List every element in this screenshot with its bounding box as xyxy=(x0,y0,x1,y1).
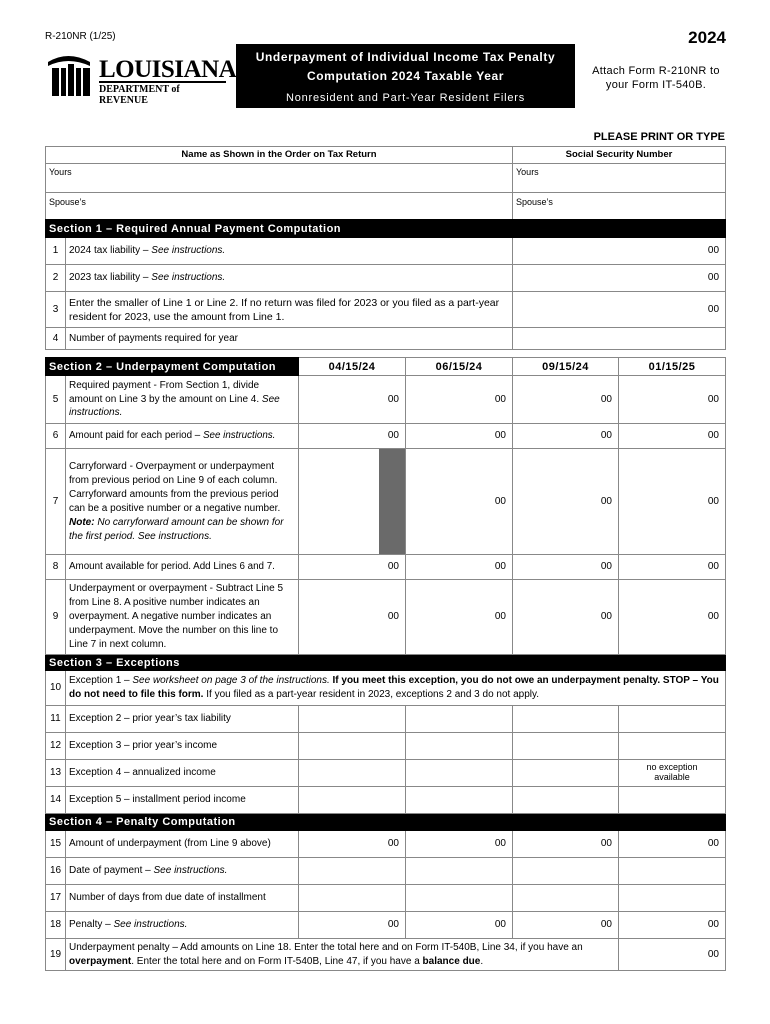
line-7-row xyxy=(46,449,726,555)
computation-table xyxy=(45,357,726,971)
section1-table xyxy=(45,219,726,350)
line-6-col1[interactable]: 00 xyxy=(299,424,406,449)
line-9-row xyxy=(46,580,726,655)
line-8-col4[interactable]: 00 xyxy=(619,555,726,580)
line-17-col3[interactable] xyxy=(513,885,619,912)
line-5-label: Required payment - From Section 1, divide amount on Line 3 by the amount on Line 4. See instructions. xyxy=(66,376,299,424)
line-1-label: 2024 tax liability – See instructions. xyxy=(66,238,513,265)
line-number: 15 xyxy=(46,831,66,858)
section1-header xyxy=(46,220,726,238)
line-19-label: Underpayment penalty – Add amounts on Line 18. Enter the total here and on Form IT-540B, Line 34, if you have an overpayment. Enter the total here and on Form IT-540B, Line 47, if you have a balance due. xyxy=(66,939,619,971)
line-number: 13 xyxy=(46,760,66,787)
line-7-label: Carryforward - Overpayment or underpayment from previous period on Line 9 of each column. Carryforward amounts from the previous period can be a positive number or a negative number. Note: No carryforward amount can be shown for the first period. See instructions. xyxy=(66,449,299,555)
section2-header xyxy=(46,358,726,376)
line-17-col1[interactable] xyxy=(299,885,406,912)
line-5-col1[interactable]: 00 xyxy=(299,376,406,424)
line-6-label: Amount paid for each period – See instructions. xyxy=(66,424,299,449)
line-11-label: Exception 2 – prior year’s tax liability xyxy=(66,706,299,733)
line-6-col4[interactable]: 00 xyxy=(619,424,726,449)
taxpayer-ssn-field[interactable] xyxy=(513,164,726,193)
line-number: 14 xyxy=(46,787,66,814)
line-number: 9 xyxy=(46,580,66,655)
line-15-col2[interactable]: 00 xyxy=(406,831,513,858)
section4-title: Section 4 – Penalty Computation xyxy=(46,814,726,831)
line-17-col2[interactable] xyxy=(406,885,513,912)
line-number: 1 xyxy=(46,238,66,265)
line-14-col3[interactable] xyxy=(513,787,619,814)
name-column-header: Name as Shown in the Order on Tax Return xyxy=(46,147,513,164)
line-17-col4[interactable] xyxy=(619,885,726,912)
line-4-label: Number of payments required for year xyxy=(66,328,513,350)
line-4-amount[interactable] xyxy=(513,328,726,350)
line-number: 12 xyxy=(46,733,66,760)
line-number: 7 xyxy=(46,449,66,555)
form-title-box xyxy=(236,44,575,108)
line-8-col3[interactable]: 00 xyxy=(513,555,619,580)
line-16-col1[interactable] xyxy=(299,858,406,885)
line-9-label: Underpayment or overpayment - Subtract Line 5 from Line 8. A positive number indicates an overpayment. A negative number indicates an underpayment. Move the number on this line to Line 7 in next column. xyxy=(66,580,299,655)
line-3-label: Enter the smaller of Line 1 or Line 2. If no return was filed for 2023 or you filed as a part-year resident for 2023, use the amount from Line 1. xyxy=(66,292,513,328)
section3-header xyxy=(46,655,726,671)
line-3-amount[interactable]: 00 xyxy=(513,292,726,328)
logo-wordmark: LOUISIANA xyxy=(99,56,237,83)
line-16-col2[interactable] xyxy=(406,858,513,885)
section2-title: Section 2 – Underpayment Computation xyxy=(46,358,299,376)
line-5-col2[interactable]: 00 xyxy=(406,376,513,424)
line-6-col3[interactable]: 00 xyxy=(513,424,619,449)
ssn-yours-label: Yours xyxy=(516,167,539,177)
line-number: 18 xyxy=(46,912,66,939)
line-number: 17 xyxy=(46,885,66,912)
line-6-row xyxy=(46,424,726,449)
line-5-col3[interactable]: 00 xyxy=(513,376,619,424)
form-title-line1: Underpayment of Individual Income Tax Penalty xyxy=(255,50,556,64)
line-3-row xyxy=(46,292,726,328)
line-18-col3[interactable]: 00 xyxy=(513,912,619,939)
due-date-4: 01/15/25 xyxy=(619,358,726,376)
line-13-col3[interactable] xyxy=(513,760,619,787)
line-12-col3[interactable] xyxy=(513,733,619,760)
line-17-label: Number of days from due date of installment xyxy=(66,885,299,912)
line-18-row xyxy=(46,912,726,939)
line-number: 10 xyxy=(46,671,66,706)
line-2-label: 2023 tax liability – See instructions. xyxy=(66,265,513,292)
section1-title: Section 1 – Required Annual Payment Computation xyxy=(46,220,726,238)
line-15-label: Amount of underpayment (from Line 9 above) xyxy=(66,831,299,858)
line-13-col1[interactable] xyxy=(299,760,406,787)
due-date-2: 06/15/24 xyxy=(406,358,513,376)
line-14-col1[interactable] xyxy=(299,787,406,814)
section4-header xyxy=(46,814,726,831)
line-11-col2[interactable] xyxy=(406,706,513,733)
line-9-col2[interactable]: 00 xyxy=(406,580,513,655)
form-subtitle: Nonresident and Part-Year Resident Filers xyxy=(285,92,526,104)
due-date-1: 04/15/24 xyxy=(299,358,406,376)
line-10-row xyxy=(46,671,726,706)
line-7-col1-shaded xyxy=(299,449,406,555)
form-code: R-210NR (1/25) xyxy=(45,31,116,42)
line-8-col1[interactable]: 00 xyxy=(299,555,406,580)
line-14-label: Exception 5 – installment period income xyxy=(66,787,299,814)
line-12-label: Exception 3 – prior year’s income xyxy=(66,733,299,760)
line-number: 5 xyxy=(46,376,66,424)
line-8-row xyxy=(46,555,726,580)
taxpayer-names-table xyxy=(45,146,726,220)
line-13-label: Exception 4 – annualized income xyxy=(66,760,299,787)
line-16-col3[interactable] xyxy=(513,858,619,885)
ssn-spouse-label: Spouse’s xyxy=(516,197,553,207)
line-2-row xyxy=(46,265,726,292)
line-number: 4 xyxy=(46,328,66,350)
line-11-row xyxy=(46,706,726,733)
line-5-col4[interactable]: 00 xyxy=(619,376,726,424)
line-4-row xyxy=(46,328,726,350)
line-16-label: Date of payment – See instructions. xyxy=(66,858,299,885)
line-11-col1[interactable] xyxy=(299,706,406,733)
attach-instruction xyxy=(582,64,730,92)
line-8-label: Amount available for period. Add Lines 6 and 7. xyxy=(66,555,299,580)
line-19-row xyxy=(46,939,726,971)
line-18-col1[interactable]: 00 xyxy=(299,912,406,939)
logo-subtitle: DEPARTMENT of REVENUE xyxy=(99,81,226,106)
line-14-col2[interactable] xyxy=(406,787,513,814)
line-19-amount[interactable]: 00 xyxy=(619,939,726,971)
line-number: 2 xyxy=(46,265,66,292)
line-1-amount[interactable]: 00 xyxy=(513,238,726,265)
yours-label: Yours xyxy=(49,167,72,177)
line-16-row xyxy=(46,858,726,885)
line-number: 19 xyxy=(46,939,66,971)
line-11-col3[interactable] xyxy=(513,706,619,733)
line-15-col4[interactable]: 00 xyxy=(619,831,726,858)
line-number: 6 xyxy=(46,424,66,449)
line-13-col2[interactable] xyxy=(406,760,513,787)
line-7-col3[interactable]: 00 xyxy=(513,449,619,555)
tax-year: 2024 xyxy=(688,28,726,47)
line-17-row xyxy=(46,885,726,912)
line-11-col4[interactable] xyxy=(619,706,726,733)
line-12-col4[interactable] xyxy=(619,733,726,760)
attach-line1: Attach Form R-210NR to xyxy=(592,65,720,77)
form-title-line2: Computation 2024 Taxable Year xyxy=(306,69,505,83)
ssn-column-header: Social Security Number xyxy=(513,147,726,164)
line-18-label: Penalty – See instructions. xyxy=(66,912,299,939)
line-18-col4[interactable]: 00 xyxy=(619,912,726,939)
attach-line2: your Form IT-540B. xyxy=(605,79,707,91)
section3-title: Section 3 – Exceptions xyxy=(46,655,726,671)
line-9-col3[interactable]: 00 xyxy=(513,580,619,655)
line-16-col4[interactable] xyxy=(619,858,726,885)
line-number: 16 xyxy=(46,858,66,885)
no-exception-note: no exception available xyxy=(619,760,726,787)
line-8-col2[interactable]: 00 xyxy=(406,555,513,580)
spouse-label: Spouse’s xyxy=(49,197,86,207)
line-15-row xyxy=(46,831,726,858)
line-10-label: Exception 1 – See worksheet on page 3 of the instructions. If you meet this exception, you do not owe an underpayment penalty. STOP – You do not need to file this form. If you filed as a part-year resident in 2023, exceptions 2 and 3 do not apply. xyxy=(66,671,726,706)
line-9-col1[interactable]: 00 xyxy=(299,580,406,655)
print-or-type-notice: PLEASE PRINT OR TYPE xyxy=(593,131,725,143)
line-number: 3 xyxy=(46,292,66,328)
line-5-row xyxy=(46,376,726,424)
line-7-col4[interactable]: 00 xyxy=(619,449,726,555)
taxpayer-name-field[interactable] xyxy=(46,164,513,193)
line-1-row xyxy=(46,238,726,265)
line-12-row xyxy=(46,733,726,760)
line-12-col1[interactable] xyxy=(299,733,406,760)
line-6-col2[interactable]: 00 xyxy=(406,424,513,449)
spouse-name-field[interactable] xyxy=(46,193,513,220)
line-14-col4[interactable] xyxy=(619,787,726,814)
line-number: 11 xyxy=(46,706,66,733)
line-13-row xyxy=(46,760,726,787)
line-9-col4[interactable]: 00 xyxy=(619,580,726,655)
line-12-col2[interactable] xyxy=(406,733,513,760)
line-2-amount[interactable]: 00 xyxy=(513,265,726,292)
line-number: 8 xyxy=(46,555,66,580)
line-7-col2[interactable]: 00 xyxy=(406,449,513,555)
spouse-ssn-field[interactable] xyxy=(513,193,726,220)
line-15-col3[interactable]: 00 xyxy=(513,831,619,858)
line-14-row xyxy=(46,787,726,814)
line-18-col2[interactable]: 00 xyxy=(406,912,513,939)
due-date-3: 09/15/24 xyxy=(513,358,619,376)
line-15-col1[interactable]: 00 xyxy=(299,831,406,858)
